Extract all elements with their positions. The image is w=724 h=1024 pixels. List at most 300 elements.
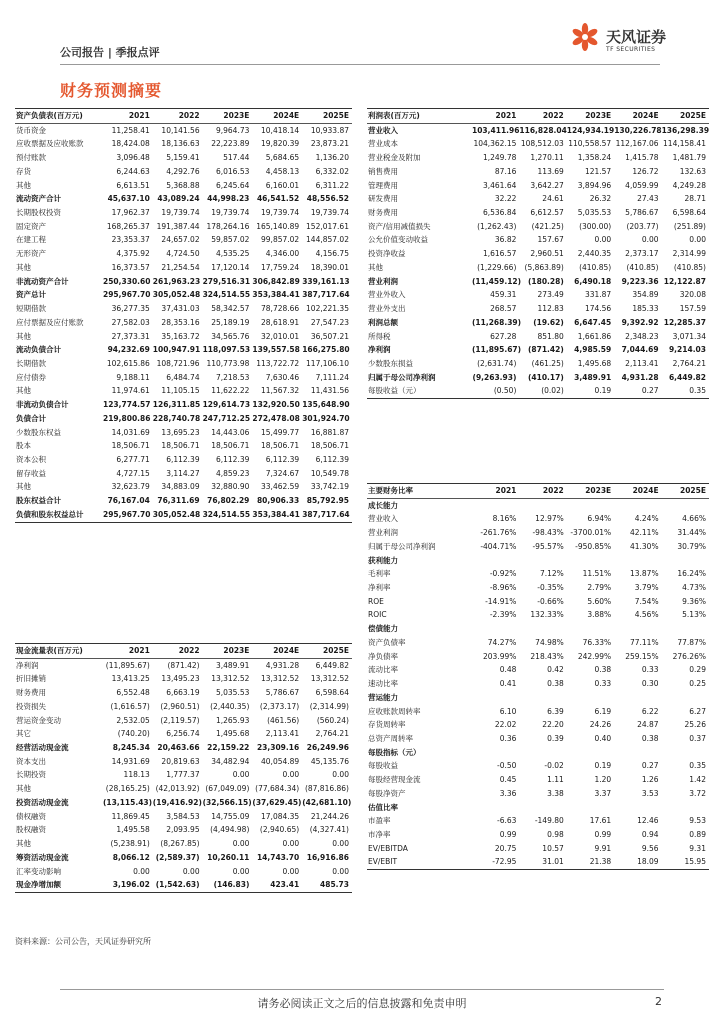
cell-value: 250,330.60 [103,276,151,286]
cell-value: 1,265.93 [215,715,250,725]
cell-value: (1,262.43) [477,221,517,231]
cell-value: 247,712.25 [202,413,251,423]
row-label: 毛利率 [368,569,391,579]
cell-value: 1,495.68 [577,358,612,368]
table-row [367,759,709,773]
cell-value: 102,615.86 [106,358,150,368]
row-label: 其他 [16,262,31,272]
cell-value: 3.79% [634,583,659,593]
cell-value: (410.85) [673,262,706,272]
cell-value: 6.94% [587,514,612,524]
cell-value: 6,490.18 [574,276,612,286]
cell-value: 5.60% [587,596,612,606]
year-header: 2021 [128,111,150,120]
table-row [367,636,709,650]
table-row [15,398,352,412]
cell-value: 6,612.57 [530,208,564,218]
cell-value: 6,112.39 [315,454,349,464]
cell-value: 17,120.14 [211,262,250,272]
cell-value: 6,311.22 [315,180,349,190]
table-section-row [367,691,709,705]
cell-value: 276.26% [672,651,706,661]
row-label: 其它 [16,729,31,739]
table-row [15,755,352,769]
cell-value: -0.02 [544,761,564,771]
row-label: 短期借款 [16,304,46,314]
cell-value: 22.20 [542,720,564,730]
table-row [367,705,709,719]
cell-value: 6.39 [547,706,564,716]
cell-value: 7.54% [634,596,659,606]
table-title: 利润表(百万元) [368,111,420,120]
cell-value: (203.77) [626,221,659,231]
cell-value: 19,739.74 [161,208,200,218]
row-label: 其他 [368,262,383,272]
cell-value: -2.39% [489,610,517,620]
cell-value: 18,424.08 [111,139,150,149]
cell-value: 4,985.59 [574,345,612,355]
row-label: 归属于母公司净利润 [368,372,436,382]
table-row [367,842,709,856]
cell-value: 13,495.23 [161,674,200,684]
table-row [367,732,709,746]
cell-value: 3,114.27 [166,468,200,478]
cell-value: 0.00 [282,770,300,780]
cell-value: -72.95 [492,857,517,867]
cell-value: 203.99% [483,651,517,661]
cell-value: -950.85% [575,541,612,551]
row-label: 营业成本 [368,139,398,149]
cell-value: 0.30 [641,679,659,689]
table-row [367,357,709,371]
cell-value: (37,629.45) [252,797,302,807]
cell-value: (2,960.51) [160,701,200,711]
cell-value: 0.41 [499,679,517,689]
cell-value: 37,431.03 [161,304,200,314]
row-label: 成长能力 [368,500,398,510]
cell-value: 3,071.34 [672,331,706,341]
cell-value: (410.85) [626,262,659,272]
row-label: 货币资金 [16,125,46,135]
cell-value: 1,270.11 [530,153,564,163]
row-label: 研发费用 [368,194,398,204]
table-row [15,467,352,481]
cell-value: 118.13 [123,770,150,780]
cell-value: 28.71 [684,194,706,204]
cell-value: 1.42 [689,775,706,785]
cell-value: (4,494.98) [210,825,250,835]
cell-value: 10,260.11 [207,852,250,862]
cell-value: 157.67 [537,235,564,245]
row-label: 少数股东权益 [16,427,61,437]
cell-value: 1,249.78 [482,153,517,163]
cell-value: 7,324.67 [265,468,300,478]
table-row [15,371,352,385]
table-title: 现金流量表(百万元) [16,646,83,655]
cell-value: 2.79% [587,583,612,593]
row-label: 折旧摊销 [16,674,46,684]
table-row [367,233,709,247]
cell-value: 36.82 [494,235,517,245]
cell-value: 185.33 [632,304,659,314]
cell-value: (1,229.66) [477,262,517,272]
cell-value: 3.38 [547,788,564,798]
cell-value: 3.88% [587,610,612,620]
cell-value: (5,238.91) [110,839,150,849]
table-row [367,526,709,540]
cell-value: 9.31 [689,843,706,853]
row-label: 留存收益 [16,468,46,478]
table-row [15,124,352,138]
row-label: 股权融资 [16,825,46,835]
cell-value: 0.00 [133,866,150,876]
cell-value: 28,618.91 [261,317,300,327]
table-row [15,700,352,714]
cell-value: 14,443.06 [211,427,250,437]
cell-value: 4,292.76 [166,166,200,176]
row-label: 每股经营现金流 [368,775,421,785]
cell-value: 6,647.45 [574,317,612,327]
cell-value: 14,031.69 [111,427,150,437]
cell-value: 272,478.08 [252,413,300,423]
cell-value: 2,532.05 [116,715,150,725]
table-row [367,179,709,193]
cell-value: 102,221.35 [306,304,349,314]
cell-value: (4,327.41) [309,825,349,835]
table-header-row [367,483,709,499]
cell-value: 27,547.23 [310,317,349,327]
table-row [15,851,352,865]
cell-value: 8,066.12 [112,852,150,862]
cell-value: (19.62) [533,317,564,327]
year-header: 2023E [223,111,250,120]
financial-ratios-table [367,483,709,870]
cell-value: 9.91 [594,843,612,853]
cell-value: (740.20) [117,729,150,739]
section-title: 财务预测摘要 [60,81,163,100]
cell-value: 78,728.66 [261,304,300,314]
cell-value: 1,358.24 [577,153,612,163]
cell-value: 2,764.21 [315,729,349,739]
cell-value: 27,373.31 [111,331,150,341]
cell-value: 4.56% [634,610,659,620]
row-label: 管理费用 [368,180,398,190]
year-header: 2021 [495,111,517,120]
year-header: 2022 [542,111,564,120]
cell-value: 6.22 [641,706,659,716]
cell-value: -0.92% [489,569,517,579]
cell-value: 33,462.59 [261,482,300,492]
cell-value: (11,459.12) [472,276,522,286]
cell-value: 0.42 [547,665,564,675]
table-row [367,828,709,842]
cell-value: 1,481.79 [672,153,706,163]
cell-value: 387,717.64 [302,290,350,300]
cell-value: (180.28) [527,276,564,286]
cell-value: (1,542.63) [155,880,200,890]
cell-value: 3,489.91 [574,372,612,382]
cell-value: 46,541.52 [256,194,300,204]
cell-value: 132.33% [530,610,564,620]
table-row [15,220,352,234]
cell-value: (2,589.37) [155,852,200,862]
cell-value: 21,244.26 [310,811,349,821]
income-statement-table [367,108,709,399]
cell-value: -149.80 [534,816,564,826]
cell-value: 0.40 [594,733,612,743]
cell-value: 12,285.37 [663,317,706,327]
cell-value: 6.19 [594,706,612,716]
row-label: 利润总额 [368,317,398,327]
table-row [367,261,709,275]
cell-value: 353,384.41 [252,509,300,519]
cell-value: 34,565.76 [211,331,250,341]
cell-value: 24.61 [542,194,564,204]
table-header-row [367,108,709,124]
table-row [15,480,352,494]
cell-value: 44,998.23 [207,194,250,204]
cell-value: 9.53 [689,816,706,826]
cell-value: 3.53 [641,788,659,798]
cell-value: 12.97% [535,514,564,524]
row-label: 营业收入 [368,125,398,135]
cell-value: 42.11% [629,528,659,538]
cell-value: 23,309.16 [256,743,300,753]
cell-value: 6.27 [689,706,706,716]
cell-value: 0.99 [499,829,517,839]
table-row [367,855,709,870]
cell-value: 4,859.23 [215,468,250,478]
cell-value: (77,684.34) [255,784,300,794]
cell-value: 2,764.21 [672,358,706,368]
cell-value: 10,549.78 [310,468,349,478]
year-header: 2022 [178,646,200,655]
row-label: 债权融资 [16,811,46,821]
cell-value: 0.35 [689,386,706,396]
cell-value: 126.72 [632,166,659,176]
table-row [15,659,352,673]
cell-value: 301,924.70 [302,413,350,423]
cell-value: 108,512.03 [520,139,564,149]
row-label: 预付账款 [16,153,46,163]
year-header: 2021 [128,646,150,655]
cell-value: 139,557.58 [252,345,300,355]
cash-flow-table [15,643,352,893]
cell-value: 1,661.86 [577,331,612,341]
cell-value: 25.26 [684,720,706,730]
cell-value: -3700.01% [570,528,612,538]
cell-value: 94,232.69 [107,345,150,355]
cell-value: (1,616.57) [110,701,150,711]
cell-value: 178,264.16 [206,221,250,231]
cell-value: 9.56 [641,843,659,853]
cell-value: -0.35% [537,583,564,593]
cell-value: 3,096.48 [116,153,150,163]
row-label: 流动负债合计 [16,345,61,355]
cell-value: 11,974.61 [111,386,150,396]
cell-value: 165,140.89 [256,221,300,231]
cell-value: (67,049.09) [205,784,250,794]
cell-value: (146.83) [213,880,250,890]
cell-value: 2,113.41 [625,358,659,368]
cell-value: 1,415.78 [625,153,659,163]
table-row [15,878,352,893]
cell-value: 7,630.46 [265,372,300,382]
company-logo [570,22,710,66]
cell-value: 9,223.36 [621,276,659,286]
table-row [15,192,352,206]
cell-value: -6.63 [496,816,517,826]
cell-value: 5,786.67 [265,688,300,698]
cell-value: -0.66% [537,596,564,606]
cell-value: 28,353.16 [161,317,200,327]
row-label: 长期股权投资 [16,208,61,218]
table-row [367,165,709,179]
cell-value: 9,214.03 [668,345,706,355]
cell-value: 23,353.37 [111,235,150,245]
cell-value: 0.00 [232,866,250,876]
cell-value: 5,684.65 [265,153,300,163]
cell-value: (32,566.15) [202,797,252,807]
cell-value: 11,105.15 [161,386,200,396]
cell-value: 6,112.39 [265,454,300,464]
cell-value: 19,739.74 [310,208,349,218]
cell-value: 0.37 [689,733,706,743]
cell-value: 5,159.41 [166,153,200,163]
cell-value: 4,375.92 [116,249,150,259]
cell-value: 8,245.34 [112,743,150,753]
cell-value: 5,368.88 [166,180,200,190]
cell-value: 14,743.70 [256,852,300,862]
balance-sheet-table [15,108,352,523]
cell-value: 423.41 [270,880,300,890]
table-row [15,810,352,824]
row-label: 营业利润 [368,528,398,538]
cell-value: 4,059.99 [625,180,659,190]
cell-value: 6,277.71 [116,454,150,464]
cell-value: 19,739.74 [211,208,250,218]
cell-value: 2,314.99 [672,249,706,259]
cell-value: 6,112.39 [215,454,250,464]
cell-value: 110,773.98 [206,358,250,368]
cell-value: 20,463.66 [157,743,200,753]
cell-value: 13,413.25 [111,674,150,684]
cell-value: (2,314.99) [309,701,349,711]
table-row [15,453,352,467]
row-label: 长期投资 [16,770,46,780]
cell-value: 152,017.61 [306,221,349,231]
row-label: 股本 [16,441,31,451]
cell-value: 34,883.09 [161,482,200,492]
cell-value: 104,362.15 [473,139,517,149]
cell-value: 13,312.52 [261,674,300,684]
cell-value: 30.79% [677,541,706,551]
page-footer [0,993,724,1013]
cell-value: (13,115.43) [103,797,153,807]
table-section-row [367,622,709,636]
cell-value: 40,054.89 [261,756,300,766]
row-label: 股东权益合计 [16,496,61,506]
cell-value: 11.51% [582,569,612,579]
table-row [15,823,352,837]
table-row [15,330,352,344]
row-label: 长期借款 [16,358,46,368]
row-label: 应收账款周转率 [368,706,421,716]
cell-value: -261.76% [480,528,517,538]
cell-value: 77.87% [677,637,706,647]
cell-value: 0.00 [282,866,300,876]
cell-value: 2,373.17 [625,249,659,259]
cell-value: (560.24) [316,715,349,725]
cell-value: 17,084.35 [261,811,300,821]
year-header: 2025E [679,486,706,495]
year-header: 2025E [679,111,706,120]
cell-value: 353,384.41 [252,290,300,300]
cell-value: 45,637.10 [107,194,150,204]
cell-value: 32,880.90 [211,482,250,492]
table-section-row [367,499,709,513]
table-row [367,595,709,609]
cell-value: 0.00 [332,839,349,849]
cell-value: 3,196.02 [112,880,150,890]
table-row [367,330,709,344]
row-label: 营业税金及附加 [368,153,421,163]
cell-value: 2,440.35 [577,249,612,259]
cell-value: 324,514.55 [202,509,251,519]
cell-value: 3.36 [499,788,517,798]
row-label: 营运能力 [368,692,398,702]
cell-value: 191,387.44 [156,221,200,231]
row-label: 总资产周转率 [368,733,413,743]
cell-value: 24.26 [589,720,612,730]
cell-value: 117,106.10 [306,358,349,368]
cell-value: 26.32 [589,194,612,204]
row-label: 所得税 [368,331,391,341]
cell-value: 116,828.04 [519,125,567,135]
cell-value: 295,967.70 [103,509,151,519]
cell-value: 3,489.91 [215,660,250,670]
cell-value: 13.87% [629,569,659,579]
cell-value: 273.49 [537,290,564,300]
cell-value: 110,558.57 [568,139,612,149]
cell-value: 0.00 [689,235,706,245]
cell-value: 218.43% [530,651,564,661]
row-label: ROE [368,596,384,606]
table-row [367,206,709,220]
cell-value: (9,263.93) [472,372,517,382]
cell-value: 9,188.11 [116,372,150,382]
cell-value: (410.85) [579,262,612,272]
cell-value: 132.63 [679,166,706,176]
cell-value: 6,598.64 [672,208,706,218]
cell-value: 10,933.87 [310,125,349,135]
table-row [367,567,709,581]
cell-value: (421.25) [531,221,564,231]
cell-value: 24.87 [637,720,659,730]
logo-name: 天风证券 [606,28,667,46]
cell-value: 0.00 [332,770,349,780]
cell-value: 11,431.56 [310,386,349,396]
table-row [15,247,352,261]
cell-value: 279,516.31 [202,276,251,286]
table-row [367,581,709,595]
cell-value: (2,119.57) [160,715,200,725]
cell-value: 3.72 [689,788,706,798]
cell-value: 1,495.68 [215,729,250,739]
cell-value: (19,416.92) [152,797,202,807]
row-label: 销售费用 [368,166,398,176]
cell-value: 22,159.22 [207,743,250,753]
